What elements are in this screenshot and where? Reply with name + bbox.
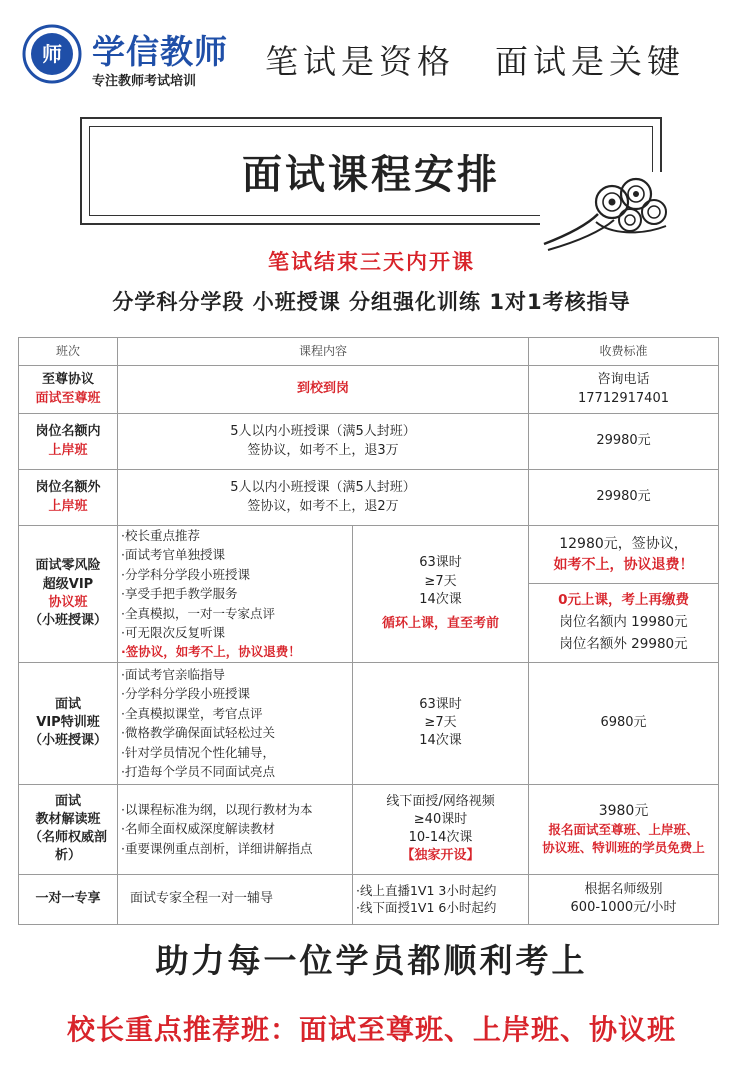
table-row [19, 526, 719, 663]
class-cell: 岗位名额内 上岸班 [19, 414, 118, 470]
content-cell: 5人以内小班授课（满5人封班） 签协议，如考不上，退3万 [118, 414, 529, 470]
table-row [19, 366, 719, 414]
recommended-classes: 校长重点推荐班：面试至尊班、上岸班、协议班 [66, 1013, 676, 1046]
list-item: ·面试考官单独授课 [121, 547, 225, 563]
fee-cell: 6980元 [529, 662, 719, 784]
class-cell: 面试零风险 超级VIP 协议班 （小班授课） [19, 526, 118, 663]
table-row [19, 874, 719, 924]
list-item: ·享受手把手教学服务 [121, 586, 238, 602]
hours-cell: 线下面授/网络视频 ≥40课时 10-14次课 【独家开设】 [353, 784, 529, 874]
content-list-cell [118, 526, 353, 663]
class-cell: 面试 VIP特训班 （小班授课） [19, 662, 118, 784]
header-fee: 收费标准 [529, 338, 719, 366]
list-item: ·可无限次反复听课 [121, 624, 225, 640]
hours-cell: ·线上直播1V1 3小时起约 ·线下面授1V1 6小时起约 [353, 874, 529, 924]
list-item: ·以课程标准为纲，以现行教材为本 [121, 802, 313, 818]
fee-cell: 29980元 [529, 414, 719, 470]
table-row [19, 662, 719, 784]
table-header-row [19, 338, 719, 366]
list-item: ·签协议，如考不上，协议退费！ [121, 644, 301, 660]
content-cell: 5人以内小班授课（满5人封班） 签协议，如考不上，退2万 [118, 470, 529, 526]
table-row [19, 470, 719, 526]
fee-cell: 3980元 报名面试至尊班、上岸班、 协议班、特训班的学员免费上 [529, 784, 719, 874]
logo-mark: 师 [42, 42, 62, 66]
class-cell: 至尊协议 面试至尊班 [19, 366, 118, 414]
features-line: 分学科分学段 小班授课 分组强化训练 1对1考核指导 [112, 290, 631, 314]
brand-tagline: 专注教师考试培训 [92, 74, 197, 89]
course-schedule-table [18, 337, 719, 925]
header-class: 班次 [19, 338, 118, 366]
list-item: ·分学科分学段小班授课 [121, 566, 250, 582]
content-cell: 到校到岗 [118, 366, 529, 414]
content-cell: 面试专家全程一对一辅导 [118, 874, 353, 924]
fee-cell: 根据名师级别 600-1000元/小时 [529, 874, 719, 924]
course-start-note: 笔试结束三天内开课 [268, 250, 475, 274]
hours-cell: 63课时 ≥7天 14次课 循环上课，直至考前 [353, 526, 529, 663]
list-item: ·重要课例重点剖析，详细讲解指点 [121, 840, 313, 856]
school-seal-logo [22, 24, 82, 84]
content-list-cell [118, 784, 353, 874]
bottom-slogan: 助力每一位学员都顺利考上 [155, 941, 588, 980]
header-content: 课程内容 [118, 338, 529, 366]
auspicious-cloud-ornament [540, 172, 670, 252]
content-list-cell [118, 662, 353, 784]
list-item: ·名师全面权威深度解读教材 [121, 821, 275, 837]
class-cell: 岗位名额外 上岸班 [19, 470, 118, 526]
slogan [265, 36, 685, 83]
class-cell: 面试 教材解读班 （名师权威剖析） [19, 784, 118, 874]
list-item: ·面试考官亲临指导 [121, 667, 225, 682]
list-item: ·针对学员情况个性化辅导， [121, 744, 275, 760]
class-cell: 一对一专享 [19, 874, 118, 924]
list-item: ·校长重点推荐 [121, 528, 200, 543]
fee-cell: 29980元 [529, 470, 719, 526]
list-item: ·全真模拟，一对一专家点评 [121, 605, 275, 621]
list-item: ·打造每个学员不同面试亮点 [121, 763, 275, 779]
list-item: ·全真模拟课堂，考官点评 [121, 705, 263, 721]
fee-cell: 咨询电话 17712917401 [529, 366, 719, 414]
page-title: 面试课程安排 [242, 152, 500, 198]
slogan-left: 笔试是资格 [265, 42, 455, 81]
table-row [19, 414, 719, 470]
list-item: ·微格教学确保面试轻松过关 [121, 725, 275, 741]
brand-name: 学信教师 [92, 32, 228, 71]
slogan-right: 面试是关键 [495, 42, 685, 81]
fee-cell: 12980元，签协议， 如考不上，协议退费！ 0元上课，考上再缴费 岗位名额内 19980元 岗位名额外 29980元 [529, 526, 719, 663]
header [0, 0, 743, 100]
table-row [19, 784, 719, 874]
list-item: ·分学科分学段小班授课 [121, 686, 250, 702]
hours-cell: 63课时 ≥7天 14次课 [353, 662, 529, 784]
